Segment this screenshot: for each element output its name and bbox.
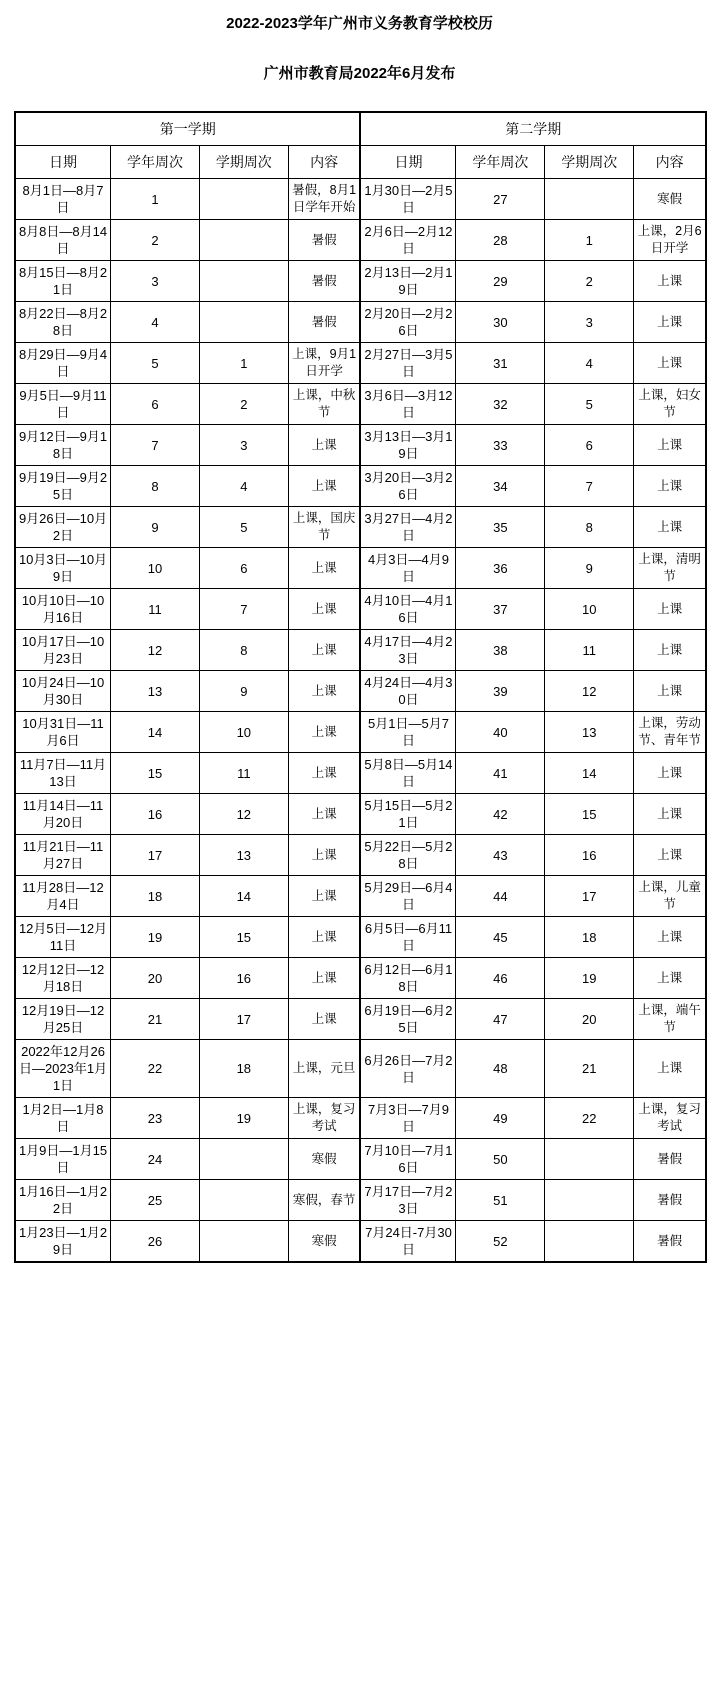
cell-content-s2: 上课	[634, 507, 706, 548]
cell-term-week-s2: 3	[545, 302, 634, 343]
cell-content-s1: 上课	[288, 753, 360, 794]
cell-year-week-s1: 1	[111, 179, 200, 220]
cell-date-s1: 1月16日—1月22日	[15, 1180, 111, 1221]
cell-year-week-s1: 24	[111, 1139, 200, 1180]
cell-date-s1: 11月28日—12月4日	[15, 876, 111, 917]
cell-year-week-s1: 14	[111, 712, 200, 753]
cell-content-s1: 上课	[288, 999, 360, 1040]
cell-content-s2: 上课	[634, 630, 706, 671]
cell-term-week-s2: 13	[545, 712, 634, 753]
table-row	[15, 343, 706, 384]
cell-year-week-s1: 5	[111, 343, 200, 384]
table-row	[15, 917, 706, 958]
cell-year-week-s2: 52	[456, 1221, 545, 1263]
cell-date-s1: 9月19日—9月25日	[15, 466, 111, 507]
cell-date-s2: 3月27日—4月2日	[360, 507, 456, 548]
cell-year-week-s1: 25	[111, 1180, 200, 1221]
col-header-term-week-s2: 学期周次	[545, 146, 634, 179]
cell-term-week-s2: 14	[545, 753, 634, 794]
cell-year-week-s2: 39	[456, 671, 545, 712]
cell-content-s2: 上课	[634, 466, 706, 507]
cell-date-s1: 12月12日—12月18日	[15, 958, 111, 999]
cell-content-s1: 上课，元旦	[288, 1040, 360, 1098]
cell-year-week-s1: 15	[111, 753, 200, 794]
cell-content-s1: 上课，中秋节	[288, 384, 360, 425]
cell-date-s2: 2月6日—2月12日	[360, 220, 456, 261]
table-row	[15, 712, 706, 753]
table-row	[15, 589, 706, 630]
table-row	[15, 384, 706, 425]
cell-term-week-s1: 17	[199, 999, 288, 1040]
cell-term-week-s2: 19	[545, 958, 634, 999]
cell-date-s1: 10月3日—10月9日	[15, 548, 111, 589]
cell-term-week-s2: 8	[545, 507, 634, 548]
cell-date-s1: 8月1日—8月7日	[15, 179, 111, 220]
table-row	[15, 1139, 706, 1180]
cell-year-week-s2: 43	[456, 835, 545, 876]
col-header-year-week-s1: 学年周次	[111, 146, 200, 179]
cell-date-s2: 1月30日—2月5日	[360, 179, 456, 220]
table-row	[15, 220, 706, 261]
cell-date-s1: 2022年12月26日—2023年1月1日	[15, 1040, 111, 1098]
table-row	[15, 630, 706, 671]
cell-year-week-s2: 44	[456, 876, 545, 917]
cell-date-s2: 7月10日—7月16日	[360, 1139, 456, 1180]
cell-year-week-s1: 13	[111, 671, 200, 712]
table-row	[15, 507, 706, 548]
cell-term-week-s1: 11	[199, 753, 288, 794]
cell-year-week-s2: 48	[456, 1040, 545, 1098]
cell-date-s2: 7月17日—7月23日	[360, 1180, 456, 1221]
cell-date-s1: 10月31日—11月6日	[15, 712, 111, 753]
table-head	[15, 112, 706, 179]
cell-term-week-s1: 6	[199, 548, 288, 589]
cell-date-s1: 11月14日—11月20日	[15, 794, 111, 835]
cell-date-s2: 5月29日—6月4日	[360, 876, 456, 917]
cell-content-s2: 上课	[634, 261, 706, 302]
cell-content-s2: 上课，端午节	[634, 999, 706, 1040]
cell-content-s2: 上课	[634, 958, 706, 999]
cell-date-s1: 10月17日—10月23日	[15, 630, 111, 671]
table-row	[15, 671, 706, 712]
cell-content-s1: 上课	[288, 466, 360, 507]
cell-term-week-s2: 17	[545, 876, 634, 917]
cell-date-s1: 10月24日—10月30日	[15, 671, 111, 712]
cell-term-week-s1: 8	[199, 630, 288, 671]
cell-term-week-s2: 12	[545, 671, 634, 712]
cell-content-s2: 上课，妇女节	[634, 384, 706, 425]
cell-content-s2: 寒假	[634, 179, 706, 220]
cell-year-week-s1: 6	[111, 384, 200, 425]
semester-header-row	[15, 112, 706, 146]
cell-year-week-s2: 38	[456, 630, 545, 671]
cell-content-s1: 上课，国庆节	[288, 507, 360, 548]
cell-content-s1: 上课	[288, 876, 360, 917]
cell-year-week-s1: 11	[111, 589, 200, 630]
cell-content-s2: 上课	[634, 917, 706, 958]
cell-date-s2: 6月5日—6月11日	[360, 917, 456, 958]
cell-date-s1: 1月2日—1月8日	[15, 1098, 111, 1139]
cell-year-week-s1: 26	[111, 1221, 200, 1263]
cell-date-s2: 4月17日—4月23日	[360, 630, 456, 671]
cell-term-week-s2	[545, 179, 634, 220]
col-header-content-s1: 内容	[288, 146, 360, 179]
table-row	[15, 1180, 706, 1221]
table-row	[15, 876, 706, 917]
cell-date-s2: 3月20日—3月26日	[360, 466, 456, 507]
table-row	[15, 999, 706, 1040]
table-row	[15, 302, 706, 343]
cell-term-week-s1: 3	[199, 425, 288, 466]
cell-term-week-s1: 2	[199, 384, 288, 425]
cell-content-s2: 上课	[634, 425, 706, 466]
cell-date-s2: 4月3日—4月9日	[360, 548, 456, 589]
cell-content-s2: 上课，劳动节、青年节	[634, 712, 706, 753]
cell-year-week-s2: 29	[456, 261, 545, 302]
cell-year-week-s2: 33	[456, 425, 545, 466]
cell-content-s1: 暑假	[288, 220, 360, 261]
table-row	[15, 425, 706, 466]
cell-year-week-s2: 45	[456, 917, 545, 958]
cell-year-week-s1: 16	[111, 794, 200, 835]
table-row	[15, 548, 706, 589]
cell-year-week-s2: 46	[456, 958, 545, 999]
cell-date-s1: 1月23日—1月29日	[15, 1221, 111, 1263]
cell-year-week-s2: 50	[456, 1139, 545, 1180]
cell-content-s2: 上课	[634, 835, 706, 876]
cell-term-week-s2: 18	[545, 917, 634, 958]
cell-year-week-s2: 30	[456, 302, 545, 343]
cell-year-week-s2: 27	[456, 179, 545, 220]
semester-header-first: 第一学期	[15, 112, 360, 146]
cell-year-week-s1: 22	[111, 1040, 200, 1098]
cell-year-week-s2: 42	[456, 794, 545, 835]
col-header-term-week-s1: 学期周次	[199, 146, 288, 179]
cell-content-s2: 暑假	[634, 1139, 706, 1180]
col-header-year-week-s2: 学年周次	[456, 146, 545, 179]
cell-content-s1: 上课	[288, 712, 360, 753]
cell-year-week-s2: 32	[456, 384, 545, 425]
cell-term-week-s1: 14	[199, 876, 288, 917]
cell-date-s1: 12月5日—12月11日	[15, 917, 111, 958]
cell-date-s1: 9月26日—10月2日	[15, 507, 111, 548]
page-subtitle: 广州市教育局2022年6月发布	[263, 65, 456, 82]
cell-date-s2: 2月13日—2月19日	[360, 261, 456, 302]
cell-term-week-s2: 6	[545, 425, 634, 466]
cell-term-week-s2	[545, 1139, 634, 1180]
cell-date-s1: 8月29日—9月4日	[15, 343, 111, 384]
cell-date-s2: 5月15日—5月21日	[360, 794, 456, 835]
cell-term-week-s1: 19	[199, 1098, 288, 1139]
table-row	[15, 179, 706, 220]
cell-year-week-s2: 35	[456, 507, 545, 548]
cell-content-s2: 上课	[634, 671, 706, 712]
cell-date-s2: 3月6日—3月12日	[360, 384, 456, 425]
cell-date-s2: 5月8日—5月14日	[360, 753, 456, 794]
cell-date-s2: 2月20日—2月26日	[360, 302, 456, 343]
cell-year-week-s2: 37	[456, 589, 545, 630]
cell-term-week-s2: 1	[545, 220, 634, 261]
cell-date-s1: 8月8日—8月14日	[15, 220, 111, 261]
cell-term-week-s1: 4	[199, 466, 288, 507]
table-row	[15, 835, 706, 876]
cell-content-s1: 上课，复习考试	[288, 1098, 360, 1139]
semester-header-second: 第二学期	[360, 112, 706, 146]
cell-term-week-s1: 12	[199, 794, 288, 835]
cell-content-s1: 暑假，8月1日学年开始	[288, 179, 360, 220]
cell-date-s1: 8月15日—8月21日	[15, 261, 111, 302]
cell-content-s2: 上课	[634, 1040, 706, 1098]
cell-term-week-s2	[545, 1180, 634, 1221]
cell-term-week-s1	[199, 302, 288, 343]
cell-content-s1: 暑假	[288, 261, 360, 302]
table-row	[15, 958, 706, 999]
cell-year-week-s2: 31	[456, 343, 545, 384]
cell-content-s1: 上课，9月1日开学	[288, 343, 360, 384]
cell-year-week-s1: 21	[111, 999, 200, 1040]
cell-year-week-s1: 4	[111, 302, 200, 343]
cell-date-s1: 8月22日—8月28日	[15, 302, 111, 343]
cell-year-week-s1: 10	[111, 548, 200, 589]
cell-content-s2: 上课	[634, 343, 706, 384]
cell-content-s2: 上课，2月6日开学	[634, 220, 706, 261]
cell-term-week-s2: 21	[545, 1040, 634, 1098]
cell-content-s2: 上课，复习考试	[634, 1098, 706, 1139]
cell-term-week-s1	[199, 1180, 288, 1221]
cell-term-week-s2: 20	[545, 999, 634, 1040]
cell-year-week-s1: 18	[111, 876, 200, 917]
cell-content-s2: 上课，清明节	[634, 548, 706, 589]
cell-content-s1: 上课	[288, 548, 360, 589]
cell-content-s2: 上课	[634, 794, 706, 835]
cell-content-s1: 上课	[288, 917, 360, 958]
cell-date-s2: 6月12日—6月18日	[360, 958, 456, 999]
cell-content-s2: 暑假	[634, 1180, 706, 1221]
cell-year-week-s1: 3	[111, 261, 200, 302]
cell-year-week-s2: 49	[456, 1098, 545, 1139]
cell-year-week-s2: 28	[456, 220, 545, 261]
cell-term-week-s1: 15	[199, 917, 288, 958]
cell-year-week-s2: 47	[456, 999, 545, 1040]
cell-term-week-s1: 5	[199, 507, 288, 548]
cell-year-week-s2: 41	[456, 753, 545, 794]
cell-term-week-s2: 11	[545, 630, 634, 671]
cell-date-s2: 6月19日—6月25日	[360, 999, 456, 1040]
col-header-date-s2: 日期	[360, 146, 456, 179]
school-calendar-table	[14, 111, 707, 1263]
col-header-content-s2: 内容	[634, 146, 706, 179]
cell-term-week-s1	[199, 220, 288, 261]
cell-term-week-s1: 7	[199, 589, 288, 630]
cell-year-week-s1: 19	[111, 917, 200, 958]
column-header-row	[15, 146, 706, 179]
cell-date-s2: 7月24日-7月30日	[360, 1221, 456, 1263]
cell-date-s2: 6月26日—7月2日	[360, 1040, 456, 1098]
cell-date-s1: 9月12日—9月18日	[15, 425, 111, 466]
table-body	[15, 179, 706, 1263]
cell-term-week-s2: 5	[545, 384, 634, 425]
cell-content-s2: 暑假	[634, 1221, 706, 1263]
cell-content-s1: 上课	[288, 794, 360, 835]
cell-year-week-s1: 2	[111, 220, 200, 261]
cell-date-s2: 5月1日—5月7日	[360, 712, 456, 753]
cell-term-week-s2: 16	[545, 835, 634, 876]
cell-content-s1: 上课	[288, 958, 360, 999]
cell-term-week-s2: 9	[545, 548, 634, 589]
cell-year-week-s2: 40	[456, 712, 545, 753]
cell-content-s1: 上课	[288, 425, 360, 466]
cell-term-week-s1	[199, 261, 288, 302]
cell-year-week-s1: 12	[111, 630, 200, 671]
cell-term-week-s2	[545, 1221, 634, 1263]
table-row	[15, 261, 706, 302]
cell-date-s2: 4月10日—4月16日	[360, 589, 456, 630]
table-row	[15, 1221, 706, 1263]
table-row	[15, 1040, 706, 1098]
table-row	[15, 753, 706, 794]
cell-date-s1: 10月10日—10月16日	[15, 589, 111, 630]
cell-year-week-s2: 36	[456, 548, 545, 589]
cell-content-s2: 上课，儿童节	[634, 876, 706, 917]
cell-date-s1: 12月19日—12月25日	[15, 999, 111, 1040]
table-row	[15, 794, 706, 835]
cell-year-week-s2: 51	[456, 1180, 545, 1221]
cell-date-s2: 5月22日—5月28日	[360, 835, 456, 876]
cell-term-week-s2: 4	[545, 343, 634, 384]
cell-term-week-s1	[199, 1139, 288, 1180]
cell-term-week-s1: 16	[199, 958, 288, 999]
table-row	[15, 466, 706, 507]
cell-date-s2: 2月27日—3月5日	[360, 343, 456, 384]
cell-date-s1: 9月5日—9月11日	[15, 384, 111, 425]
cell-date-s1: 11月7日—11月13日	[15, 753, 111, 794]
cell-year-week-s1: 9	[111, 507, 200, 548]
cell-term-week-s1	[199, 1221, 288, 1263]
cell-year-week-s1: 8	[111, 466, 200, 507]
cell-year-week-s1: 17	[111, 835, 200, 876]
cell-term-week-s2: 15	[545, 794, 634, 835]
cell-date-s1: 11月21日—11月27日	[15, 835, 111, 876]
cell-content-s1: 暑假	[288, 302, 360, 343]
cell-date-s2: 4月24日—4月30日	[360, 671, 456, 712]
cell-content-s1: 寒假	[288, 1221, 360, 1263]
cell-term-week-s1: 1	[199, 343, 288, 384]
cell-content-s1: 上课	[288, 589, 360, 630]
cell-year-week-s1: 7	[111, 425, 200, 466]
page-title: 2022-2023学年广州市义务教育学校校历	[226, 15, 493, 32]
cell-content-s1: 寒假，春节	[288, 1180, 360, 1221]
cell-date-s2: 7月3日—7月9日	[360, 1098, 456, 1139]
cell-content-s2: 上课	[634, 753, 706, 794]
cell-content-s2: 上课	[634, 302, 706, 343]
cell-content-s1: 上课	[288, 671, 360, 712]
cell-year-week-s2: 34	[456, 466, 545, 507]
cell-term-week-s1: 18	[199, 1040, 288, 1098]
cell-year-week-s1: 20	[111, 958, 200, 999]
cell-term-week-s1: 9	[199, 671, 288, 712]
cell-content-s1: 上课	[288, 630, 360, 671]
cell-term-week-s1: 10	[199, 712, 288, 753]
cell-term-week-s1	[199, 179, 288, 220]
cell-content-s1: 寒假	[288, 1139, 360, 1180]
calendar-table-wrapper	[0, 111, 719, 1263]
cell-content-s2: 上课	[634, 589, 706, 630]
cell-term-week-s2: 10	[545, 589, 634, 630]
cell-term-week-s2: 7	[545, 466, 634, 507]
col-header-date-s1: 日期	[15, 146, 111, 179]
cell-term-week-s1: 13	[199, 835, 288, 876]
cell-term-week-s2: 22	[545, 1098, 634, 1139]
cell-content-s1: 上课	[288, 835, 360, 876]
cell-term-week-s2: 2	[545, 261, 634, 302]
cell-date-s2: 3月13日—3月19日	[360, 425, 456, 466]
cell-date-s1: 1月9日—1月15日	[15, 1139, 111, 1180]
cell-year-week-s1: 23	[111, 1098, 200, 1139]
table-row	[15, 1098, 706, 1139]
